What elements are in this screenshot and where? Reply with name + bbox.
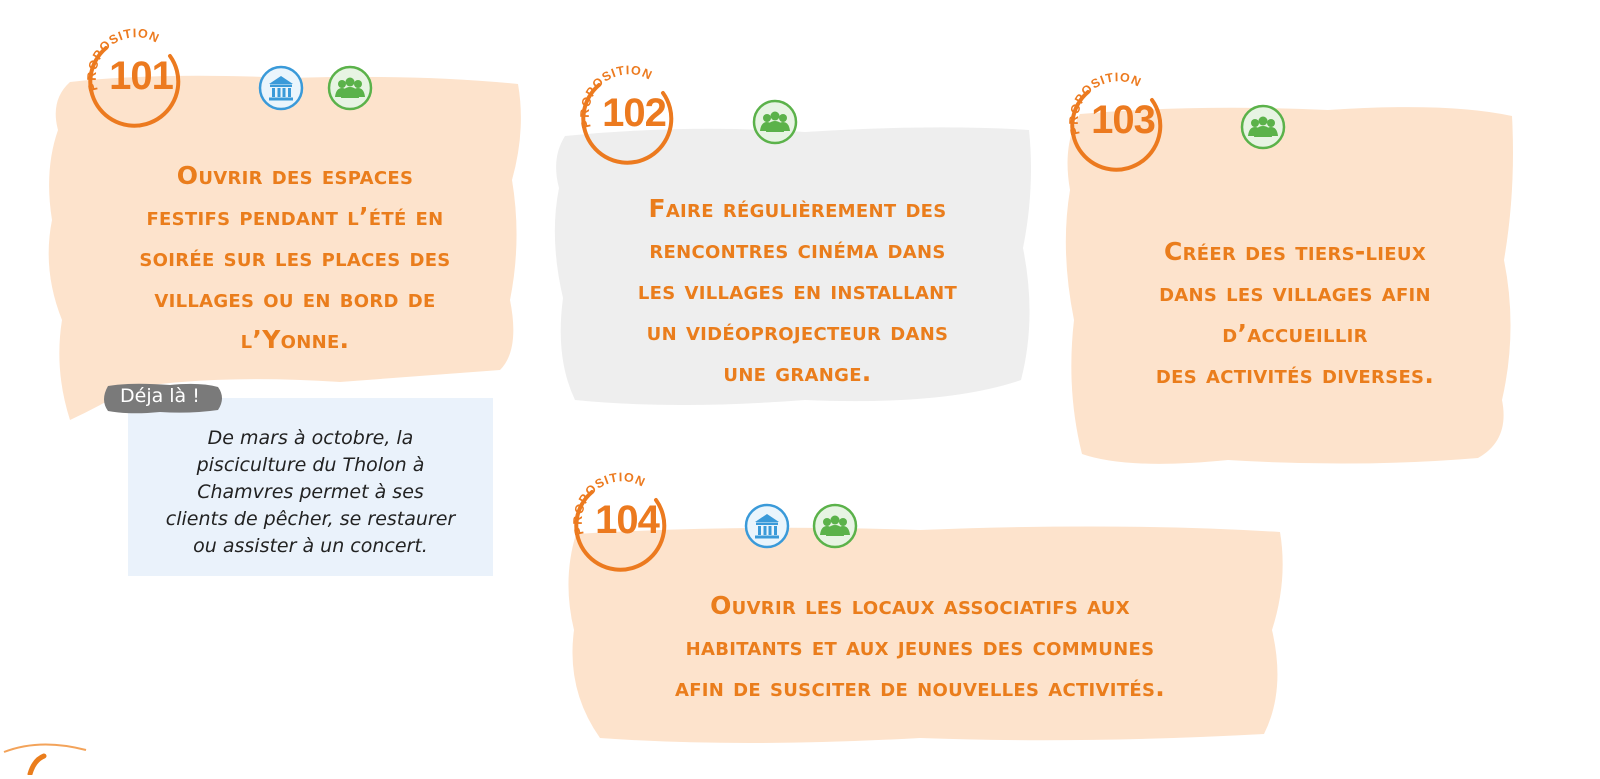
proposition-number: 101 <box>109 54 173 98</box>
title-line: festifs pendant l’été en <box>146 202 444 231</box>
proposition-badge-102 <box>577 63 681 167</box>
corner-decoration <box>0 730 100 775</box>
proposition-title-102 <box>560 188 1035 393</box>
proposition-number: 104 <box>595 498 659 542</box>
title-line: d’accueillir <box>1222 319 1368 348</box>
community-icon <box>752 99 798 145</box>
proposition-title-103 <box>1070 231 1520 395</box>
title-line: afin de susciter de nouvelles activités. <box>674 673 1166 702</box>
institution-icon <box>258 65 304 111</box>
proposition-badge-104 <box>570 470 674 574</box>
title-line: habitants et aux jeunes des communes <box>685 632 1155 661</box>
text-line: pisciculture du Tholon à <box>196 454 425 476</box>
title-line: les villages en installant <box>637 276 958 305</box>
title-line: Faire régulièrement des <box>648 194 947 223</box>
community-icon <box>327 65 373 111</box>
title-line: soirée sur les places des <box>139 243 451 272</box>
title-line: une grange. <box>723 358 872 387</box>
proposition-badge-103 <box>1066 70 1170 174</box>
proposition-number: 102 <box>602 91 666 135</box>
text-line: ou assister à un concert. <box>193 535 428 557</box>
title-line: dans les villages afin <box>1159 278 1431 307</box>
proposition-badge-101 <box>84 26 188 130</box>
title-line: Créer des tiers-lieux <box>1164 237 1426 266</box>
proposition-title-104 <box>570 585 1270 708</box>
title-line: villages ou en bord de <box>154 284 436 313</box>
deja-la-text <box>128 425 493 560</box>
title-line: Ouvrir les locaux associatifs aux <box>710 591 1130 620</box>
text-line: De mars à octobre, la <box>207 427 414 449</box>
proposition-title-101 <box>60 155 530 360</box>
deja-la-label: Déja là ! <box>120 385 200 407</box>
deja-la-tag <box>100 380 230 418</box>
title-line: l’Yonne. <box>240 325 350 354</box>
title-line: rencontres cinéma dans <box>649 235 946 264</box>
text-line: clients de pêcher, se restaurer <box>165 508 456 530</box>
text-line: Chamvres permet à ses <box>197 481 424 503</box>
community-icon <box>812 503 858 549</box>
proposition-number: 103 <box>1091 98 1155 142</box>
title-line: Ouvrir des espaces <box>176 161 414 190</box>
institution-icon <box>744 503 790 549</box>
community-icon <box>1240 104 1286 150</box>
title-line: des activités diverses. <box>1155 360 1435 389</box>
title-line: un vidéoprojecteur dans <box>646 317 949 346</box>
